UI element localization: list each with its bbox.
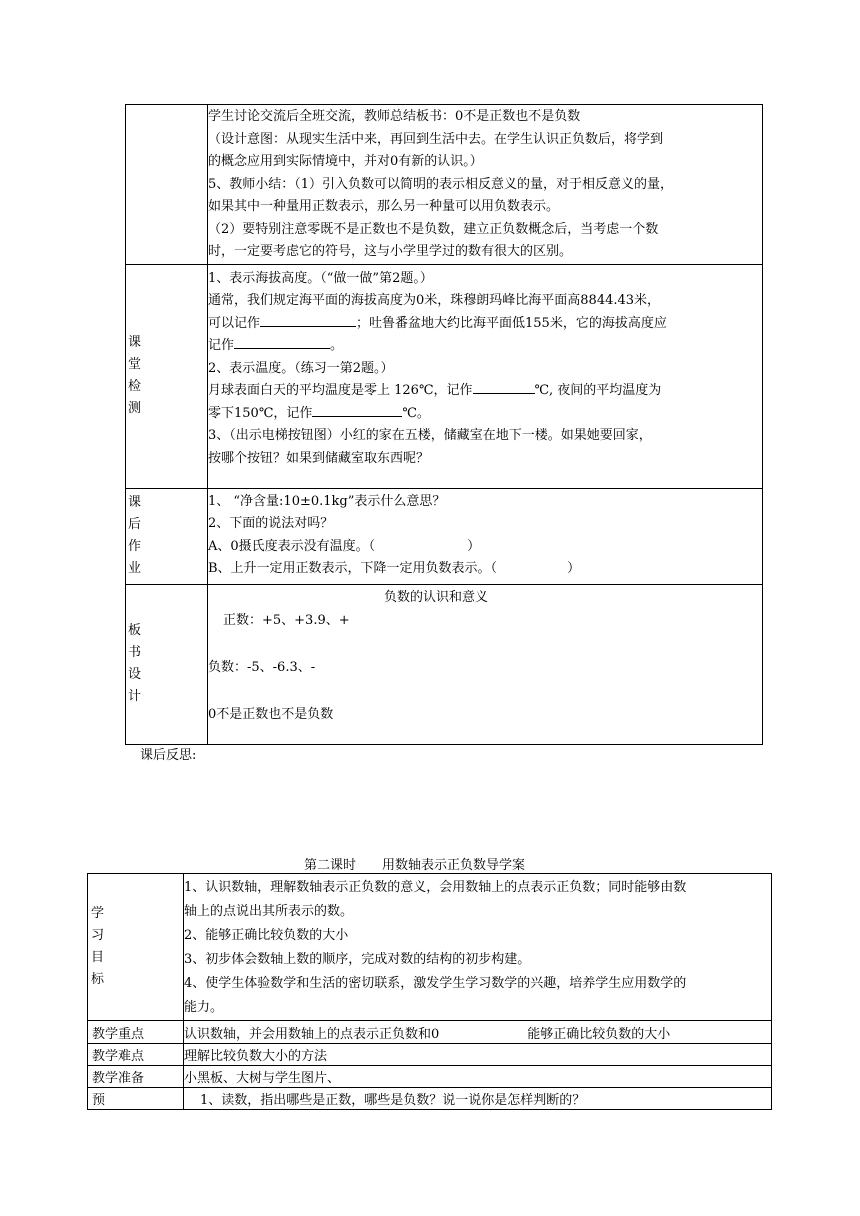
label-char: 板 [128, 623, 142, 638]
text-span: 月球表面白天的平均温度是零上 126℃，记作 [208, 383, 473, 398]
text-span: B、上升一定用正数表示，下降一定用负数表示。（ [208, 561, 498, 576]
text-span: 能够正确比较负数的大小 [527, 1026, 671, 1042]
text-line: 轴上的点说出其所表示的数。 [184, 904, 354, 919]
text-line [208, 403, 762, 426]
lesson2-title: 第二课时 用数轴表示正负数导学案 [304, 858, 526, 873]
text-line: 4、使学生体验数学和生活的密切联系，激发学生学习数学的兴趣，培养学生应用数学的 [184, 976, 687, 991]
text-line: 5、教师小结：（1）引入负数可以简明的表示相反意义的量，对于相反意义的量， [208, 176, 674, 192]
text-span: ） [467, 538, 481, 554]
section-label-goals [88, 874, 184, 1021]
table-row [88, 874, 772, 1021]
table-row [126, 488, 763, 584]
lesson-plan-table [125, 104, 763, 745]
text-line: 2、能够正确比较负数的大小 [184, 928, 349, 943]
preparation-cell: 小黑板、大树与学生图片、 [184, 1066, 772, 1088]
text-span: ；吐鲁番盆地大约比海平面低155米，它的海拔高度应 [356, 315, 667, 331]
table-row [88, 1021, 772, 1044]
label-char: 课 [128, 335, 142, 350]
table-row [126, 584, 763, 744]
table-row [126, 264, 763, 488]
text-line: 3、（出示电梯按钮图）小红的家在五楼，储藏室在地下一楼。如果她要回家， [208, 428, 652, 443]
label-char: 作 [128, 539, 142, 554]
text-line: 2、下面的说法对吗？ [208, 516, 334, 531]
answer-blank[interactable] [473, 381, 535, 394]
text-line: 1、表示海拔高度。（“做一做”第2题。） [208, 270, 433, 286]
label-char: 堂 [128, 357, 142, 372]
reflection-label: 课后反思: [140, 748, 197, 763]
table-row [126, 105, 763, 265]
difficulty-cell: 理解比较负数大小的方法 [184, 1044, 772, 1066]
table-row [88, 1044, 772, 1066]
label-char: 学 [91, 906, 105, 921]
key-points-cell [184, 1021, 772, 1044]
label-char: 课 [128, 495, 142, 510]
text-line: 如果其中一种量用正数表示，那么另一种量可以用负数表示。 [208, 199, 560, 214]
table-row [88, 1066, 772, 1088]
board-zero: 0不是正数也不是负数 [208, 706, 334, 722]
text-span: ℃, 夜间的平均温度为 [534, 383, 662, 398]
text-span: 认识数轴，并会用数轴上的点表示正负数和0 [184, 1026, 440, 1042]
text-span: 可以记作 [208, 315, 261, 331]
board-positive: 正数：+5、+3.9、+ [223, 612, 350, 628]
board-negative: 负数：-5、-6.3、- [208, 659, 316, 675]
label-char: 目 [91, 950, 105, 965]
homework-cell [208, 488, 763, 584]
text-line [208, 313, 762, 336]
text-span: ℃。 [402, 405, 430, 421]
label-char: 检 [128, 379, 142, 394]
section-label-board-design [126, 584, 208, 744]
label-char: 设 [128, 667, 142, 682]
answer-blank[interactable] [234, 336, 330, 349]
text-line: 3、初步体会数轴上数的顺序，完成对数的结构的初步构建。 [184, 952, 531, 967]
text-span: 。 [330, 338, 344, 353]
key-points-label: 教学重点 [88, 1021, 184, 1044]
text-line: 通常，我们规定海平面的海拔高度为0米，珠穆朗玛峰比海平面高8844.43米， [208, 293, 661, 308]
text-span: A、0摄氏度表示没有温度。（ [208, 538, 376, 554]
answer-blank[interactable] [312, 404, 402, 417]
section-label-homework [126, 488, 208, 584]
classroom-test-cell [208, 264, 763, 488]
label-char: 计 [128, 689, 142, 704]
table-row [88, 1088, 772, 1110]
text-line [208, 536, 762, 559]
text-line [208, 335, 762, 358]
board-design-cell [208, 584, 763, 744]
text-line: 时，一定要考虑它的符号，这与小学里学过的数有很大的区别。 [208, 244, 573, 259]
text-line [208, 380, 762, 403]
preview-cell: 1、读数，指出哪些是正数，哪些是负数？说一说你是怎样判断的？ [184, 1088, 772, 1110]
text-line: 按哪个按钮？如果到储藏室取东西呢？ [208, 450, 430, 466]
goals-cell [184, 874, 772, 1021]
label-char: 书 [128, 645, 142, 660]
answer-blank[interactable] [260, 314, 356, 327]
text-line: 2、表示温度。（练习一第2题。） [208, 360, 394, 376]
label-char: 测 [128, 401, 142, 416]
text-span: ） [567, 561, 581, 576]
text-span: 零下150℃，记作 [208, 405, 313, 421]
label-char: 后 [128, 517, 142, 532]
text-line: （设计意图：从现实生活中来，再回到生活中去。在学生认识正负数后，将学到 [208, 131, 664, 147]
label-char: 标 [91, 972, 105, 987]
label-char: 习 [91, 928, 105, 943]
text-line [208, 558, 762, 581]
difficulty-label: 教学难点 [88, 1044, 184, 1066]
text-line: 的概念应用到实际情境中，并对0有新的认识。） [208, 154, 483, 169]
board-title: 负数的认识和意义 [384, 589, 489, 605]
label-char: 业 [128, 561, 142, 576]
preparation-label: 教学准备 [88, 1066, 184, 1088]
text-line: 能力。 [184, 1000, 224, 1015]
discussion-cell [208, 105, 763, 265]
empty-label-cell [126, 105, 208, 265]
study-guide-table [87, 873, 772, 1110]
section-label-classroom-test [126, 264, 208, 488]
text-span: 记作 [208, 338, 235, 353]
text-line: 1、认识数轴，理解数轴表示正负数的意义，会用数轴上的点表示正负数；同时能够由数 [184, 880, 687, 895]
text-line: 1、 “净含量:10±0.1kg”表示什么意思？ [208, 493, 446, 509]
text-line: （2）要特别注意零既不是正数也不是负数，建立正负数概念后，当考虑一个数 [208, 221, 659, 237]
preview-label: 预 [88, 1088, 184, 1110]
text-line: 学生讨论交流后全班交流，教师总结板书：0不是正数也不是负数 [208, 109, 581, 124]
